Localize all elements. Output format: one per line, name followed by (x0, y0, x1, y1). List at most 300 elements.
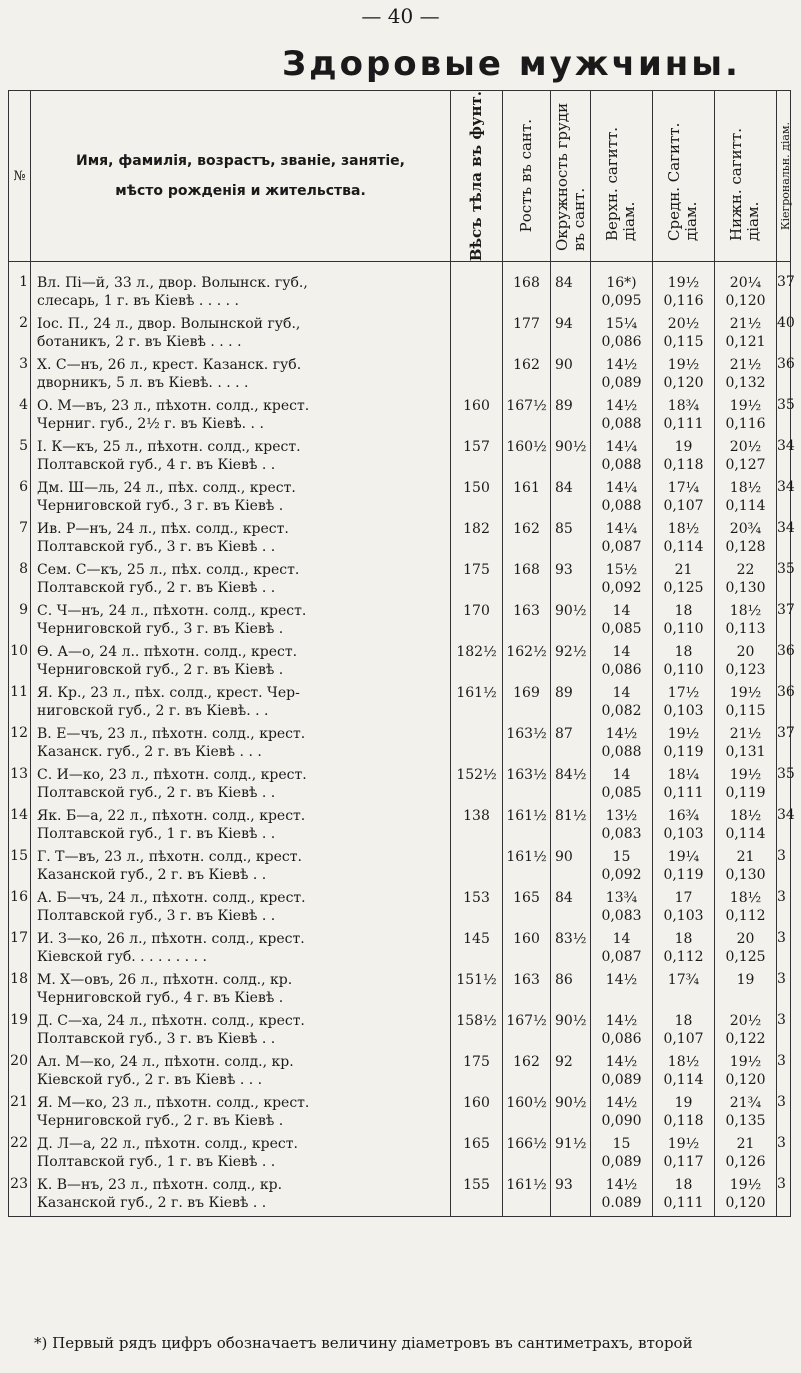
row-weight-w: 158½ (456, 1012, 497, 1029)
row-middle-diam-mid1: 19½ (667, 1135, 700, 1152)
row-last-col-last: 3 (777, 929, 786, 946)
header-height-text: Ростъ въ сант. (517, 119, 535, 233)
table-row (9, 807, 791, 848)
row-last-col (777, 642, 795, 684)
row-middle-diam-mid2: 0,118 (663, 1112, 704, 1129)
table-row (9, 1012, 791, 1053)
row-height (503, 602, 551, 643)
row-middle-diam-mid1: 17¼ (667, 479, 700, 496)
row-middle-diam-mid1: 18 (674, 1176, 693, 1193)
row-middle-diam-mid2: 0,119 (663, 866, 704, 883)
row-middle-diam-mid2: 0,111 (663, 1194, 704, 1211)
table-row (9, 561, 791, 602)
row-weight (451, 315, 503, 356)
row-upper-diam (591, 971, 653, 1012)
row-lower-diam-low1: 18½ (729, 889, 762, 906)
row-chest-ch: 90½ (555, 1012, 587, 1029)
row-chest-ch: 90 (555, 848, 573, 865)
row-last-col-last: 37 (777, 601, 795, 618)
row-upper-diam (591, 766, 653, 807)
row-middle-diam-mid1: 18 (674, 643, 693, 660)
row-weight (451, 930, 503, 971)
row-chest (551, 602, 591, 643)
row-lower-diam (715, 1053, 777, 1094)
row-person (31, 930, 451, 971)
row-upper-diam (591, 889, 653, 930)
row-chest (551, 930, 591, 971)
row-chest-ch: 89 (555, 397, 573, 414)
header-name-line1: Имя, фамилія, возрастъ, званіе, занятіе, (76, 153, 405, 170)
table-row (9, 971, 791, 1012)
row-middle-diam (653, 971, 715, 1012)
row-weight (451, 479, 503, 520)
row-height-h: 161½ (506, 807, 547, 824)
row-last-col-last: 37 (777, 274, 795, 291)
row-height-h: 177 (513, 315, 540, 332)
row-middle-diam-mid2: 0,118 (663, 456, 704, 473)
row-height (503, 315, 551, 356)
row-weight-w: 152½ (456, 766, 497, 783)
row-person (31, 1012, 451, 1053)
table-row (9, 438, 791, 479)
header-last (777, 91, 791, 262)
row-upper-diam-up1: 14½ (605, 1176, 638, 1193)
row-chest-ch: 84 (555, 479, 573, 496)
row-lower-diam-low2: 0,113 (725, 620, 766, 637)
row-chest-ch: 93 (555, 561, 573, 578)
row-person-l1: С. И—ко, 23 л., пѣхотн. солд., крест. (37, 766, 307, 783)
row-height (503, 807, 551, 848)
row-chest (551, 561, 591, 602)
row-height (503, 1053, 551, 1094)
row-lower-diam-low1: 21½ (729, 315, 762, 332)
row-middle-diam (653, 356, 715, 397)
row-upper-diam-up1: 15¼ (605, 315, 638, 332)
header-last-text: Кіегрональн. діам. (779, 122, 792, 231)
row-height-h: 163 (513, 602, 540, 619)
row-middle-diam (653, 684, 715, 725)
row-height-h: 160½ (506, 1094, 547, 1111)
row-weight (451, 397, 503, 438)
row-lower-diam-low2: 0,128 (725, 538, 766, 555)
table-row (9, 1135, 791, 1176)
row-last-col-last: 34 (777, 478, 795, 495)
row-middle-diam-mid1: 19¼ (667, 848, 700, 865)
row-height (503, 848, 551, 889)
page-number: — 40 — (361, 4, 440, 28)
row-middle-diam-mid2: 0,117 (663, 1153, 704, 1170)
row-person (31, 315, 451, 356)
row-middle-diam (653, 315, 715, 356)
row-number-n: 6 (19, 478, 28, 495)
row-lower-diam-low1: 18½ (729, 807, 762, 824)
row-upper-diam-up2: 0,087 (601, 948, 642, 965)
row-person (31, 643, 451, 684)
row-number-n: 2 (19, 314, 28, 331)
row-lower-diam-low2: 0,130 (725, 579, 766, 596)
row-person-l1: Ив. Р—нъ, 24 л., пѣх. солд., крест. (37, 520, 289, 537)
row-chest-ch: 94 (555, 315, 573, 332)
row-middle-diam (653, 438, 715, 479)
row-chest (551, 1135, 591, 1176)
row-lower-diam-low2: 0,122 (725, 1030, 766, 1047)
row-height (503, 684, 551, 725)
row-weight-w: 161½ (456, 684, 497, 701)
row-chest-ch: 90 (555, 356, 573, 373)
row-height-h: 162½ (506, 643, 547, 660)
row-upper-diam-up1: 14½ (605, 1094, 638, 1111)
row-last-col (777, 765, 795, 807)
row-middle-diam-mid2: 0,112 (663, 948, 704, 965)
row-height-h: 162 (513, 520, 540, 537)
row-number (9, 848, 31, 889)
row-chest (551, 1012, 591, 1053)
row-upper-diam (591, 315, 653, 356)
row-middle-diam-mid2: 0,103 (663, 702, 704, 719)
row-chest (551, 479, 591, 520)
row-chest-ch: 84 (555, 889, 573, 906)
row-upper-diam-up2: 0,092 (601, 579, 642, 596)
row-chest (551, 971, 591, 1012)
row-lower-diam (715, 930, 777, 971)
row-lower-diam (715, 766, 777, 807)
row-number-n: 15 (10, 847, 28, 864)
row-upper-diam-up1: 14 (612, 766, 631, 783)
header-lower (715, 91, 777, 262)
row-last-col-last: 35 (777, 560, 795, 577)
header-weight-text: Вѣсъ тѣла въ фунт. (467, 91, 485, 262)
row-number (9, 1135, 31, 1176)
row-last-col (777, 1053, 791, 1094)
row-number (9, 807, 31, 848)
table-row (9, 766, 791, 807)
row-person-l1: Вл. Пі—й, 33 л., двор. Волынск. губ., (37, 275, 308, 292)
row-upper-diam (591, 397, 653, 438)
row-person-l2: Черниговской губ., 2 г. въ Кіевѣ . (37, 1112, 284, 1129)
row-upper-diam (591, 1094, 653, 1135)
row-upper-diam-up2: 0,085 (601, 620, 642, 637)
table-row (9, 684, 791, 725)
row-person-l2: слесарь, 1 г. въ Кіевѣ . . . . . (37, 293, 239, 310)
row-lower-diam (715, 1012, 777, 1053)
row-upper-diam-up2: 0,086 (601, 333, 642, 350)
row-upper-diam (591, 1135, 653, 1176)
row-weight-w: 153 (463, 889, 490, 906)
row-chest (551, 1094, 591, 1135)
row-person-l2: Полтавской губ., 3 г. въ Кіевѣ . . (37, 907, 276, 924)
row-lower-diam (715, 684, 777, 725)
row-last-col-last: 3 (777, 1134, 786, 1151)
row-last-col-last: 3 (777, 1052, 786, 1069)
row-person-l2: Полтавской губ., 2 г. въ Кіевѣ . . (37, 579, 276, 596)
row-lower-diam-low1: 20 (736, 930, 755, 947)
row-last-col-last: 3 (777, 888, 786, 905)
row-weight-w: 160 (463, 1094, 490, 1111)
row-number (9, 602, 31, 643)
row-lower-diam-low1: 20¼ (729, 275, 762, 292)
row-person-l1: І. К—къ, 25 л., пѣхотн. солд., крест. (37, 438, 301, 455)
header-weight (451, 91, 503, 262)
row-person-l1: К. В—нъ, 23 л., пѣхотн. солд., кр. (37, 1176, 283, 1193)
row-middle-diam-mid2: 0,120 (663, 374, 704, 391)
row-person-l1: Я. Кр., 23 л., пѣх. солд., крест. Чер- (37, 684, 300, 701)
table-row (9, 725, 791, 766)
row-number-n: 4 (19, 396, 28, 413)
row-person-l2: Полтавской губ., 3 г. въ Кіевѣ . . (37, 538, 276, 555)
row-last-col-last: 34 (777, 806, 795, 823)
row-height-h: 167½ (506, 1012, 547, 1029)
row-upper-diam-up1: 14 (612, 930, 631, 947)
row-upper-diam-up1: 14¼ (605, 520, 638, 537)
row-number-n: 19 (10, 1011, 28, 1028)
row-person (31, 479, 451, 520)
row-number-n: 8 (19, 560, 28, 577)
row-lower-diam-low1: 19½ (729, 1053, 762, 1070)
row-person-l1: Сем. С—къ, 25 л., пѣх. солд., крест. (37, 561, 300, 578)
row-upper-diam-up1: 14¼ (605, 479, 638, 496)
row-upper-diam (591, 479, 653, 520)
row-lower-diam-low2: 0,116 (725, 415, 766, 432)
table-row (9, 262, 791, 315)
row-lower-diam-low2: 0,112 (725, 907, 766, 924)
row-middle-diam (653, 561, 715, 602)
row-height (503, 561, 551, 602)
row-upper-diam-up2: 0,086 (601, 1030, 642, 1047)
row-last-col (777, 478, 795, 520)
row-lower-diam (715, 889, 777, 930)
header-number: № (9, 91, 31, 262)
row-last-col (777, 724, 795, 766)
row-middle-diam (653, 930, 715, 971)
row-middle-diam (653, 848, 715, 889)
row-number-n: 13 (10, 765, 28, 782)
row-upper-diam-up1: 14½ (605, 971, 638, 988)
row-chest (551, 1176, 591, 1217)
header-row (9, 91, 791, 262)
row-lower-diam (715, 848, 777, 889)
row-number (9, 1053, 31, 1094)
row-upper-diam-up1: 15½ (605, 561, 638, 578)
row-height-h: 160½ (506, 438, 547, 455)
row-person-l1: Ѳ. А—о, 24 л.. пѣхотн. солд., крест. (37, 643, 298, 660)
table-row (9, 1094, 791, 1135)
row-number (9, 1094, 31, 1135)
row-lower-diam (715, 315, 777, 356)
row-number (9, 315, 31, 356)
row-weight (451, 848, 503, 889)
row-lower-diam (715, 725, 777, 766)
row-person-l2: Кіевской губ. . . . . . . . . (37, 948, 207, 965)
row-person-l1: О. М—въ, 23 л., пѣхотн. солд., крест. (37, 397, 310, 414)
row-height-h: 168 (513, 275, 540, 292)
row-middle-diam-mid1: 20½ (667, 315, 700, 332)
row-middle-diam-mid1: 18 (674, 602, 693, 619)
row-number-n: 18 (10, 970, 28, 987)
row-height-h: 163½ (506, 725, 547, 742)
row-height (503, 643, 551, 684)
row-lower-diam (715, 1135, 777, 1176)
row-lower-diam-low1: 19½ (729, 684, 762, 701)
row-weight (451, 684, 503, 725)
row-chest (551, 262, 591, 315)
row-middle-diam (653, 602, 715, 643)
row-chest (551, 807, 591, 848)
row-middle-diam-mid2: 0,114 (663, 538, 704, 555)
row-lower-diam-low1: 20 (736, 643, 755, 660)
row-number (9, 766, 31, 807)
row-upper-diam-up1: 14 (612, 684, 631, 701)
row-middle-diam-mid2: 0,125 (663, 579, 704, 596)
row-number-n: 7 (19, 519, 28, 536)
header-height (503, 91, 551, 262)
row-person (31, 1176, 451, 1217)
row-middle-diam-mid1: 18½ (667, 1053, 700, 1070)
row-person-l2: Полтавской губ., 4 г. въ Кіевѣ . . (37, 456, 276, 473)
row-upper-diam-up1: 15 (612, 848, 631, 865)
row-number (9, 971, 31, 1012)
row-number-n: 9 (19, 601, 28, 618)
row-chest-ch: 84 (555, 275, 573, 292)
row-height (503, 889, 551, 930)
row-last-col-last: 34 (777, 519, 795, 536)
row-upper-diam-up1: 14 (612, 602, 631, 619)
row-lower-diam-low1: 19½ (729, 397, 762, 414)
row-chest (551, 684, 591, 725)
row-middle-diam-mid1: 19 (674, 1094, 693, 1111)
row-upper-diam (591, 1176, 653, 1217)
row-number-n: 17 (10, 929, 28, 946)
row-person (31, 520, 451, 561)
row-height (503, 479, 551, 520)
row-height-h: 163 (513, 971, 540, 988)
row-person (31, 438, 451, 479)
row-last-col (777, 1012, 791, 1053)
row-lower-diam-low2: 0,132 (725, 374, 766, 391)
row-upper-diam (591, 438, 653, 479)
row-person-l1: Як. Б—а, 22 л., пѣхотн. солд., крест. (37, 807, 306, 824)
row-last-col (777, 1176, 791, 1217)
row-middle-diam (653, 397, 715, 438)
row-lower-diam-low1: 19½ (729, 766, 762, 783)
row-lower-diam-low1: 21½ (729, 725, 762, 742)
row-middle-diam (653, 1094, 715, 1135)
row-chest (551, 438, 591, 479)
row-person (31, 262, 451, 315)
row-person (31, 397, 451, 438)
row-chest (551, 356, 591, 397)
row-person (31, 971, 451, 1012)
row-height-h: 161½ (506, 848, 547, 865)
row-weight (451, 1094, 503, 1135)
row-lower-diam (715, 1176, 777, 1217)
row-person-l2: Казанск. губ., 2 г. въ Кіевѣ . . . (37, 743, 262, 760)
row-last-col (777, 930, 791, 971)
row-lower-diam (715, 602, 777, 643)
row-lower-diam-low2: 0,130 (725, 866, 766, 883)
row-chest (551, 520, 591, 561)
row-last-col (777, 1135, 791, 1176)
row-lower-diam-low2: 0,120 (725, 1071, 766, 1088)
row-chest (551, 848, 591, 889)
row-weight-w: 157 (463, 438, 490, 455)
row-person-l2: Казанской губ., 2 г. въ Кіевѣ . . (37, 866, 267, 883)
row-height (503, 262, 551, 315)
row-person-l1: В. Е—чъ, 23 л., пѣхотн. солд., крест. (37, 725, 306, 742)
row-number-n: 20 (10, 1052, 28, 1069)
row-upper-diam-up2: 0,089 (601, 374, 642, 391)
row-chest-ch: 81½ (555, 807, 587, 824)
row-person-l2: Казанской губ., 2 г. въ Кіевѣ . . (37, 1194, 267, 1211)
row-upper-diam-up2: 0,085 (601, 784, 642, 801)
row-weight (451, 561, 503, 602)
row-lower-diam-low1: 22 (736, 561, 755, 578)
row-person-l1: И. З—ко, 26 л., пѣхотн. солд., крест. (37, 930, 305, 947)
row-middle-diam-mid2: 0,103 (663, 907, 704, 924)
row-upper-diam-up2: 0,088 (601, 415, 642, 432)
table-row (9, 356, 791, 397)
row-last-col (777, 971, 791, 1012)
row-lower-diam-low1: 19½ (729, 1176, 762, 1193)
row-middle-diam-mid1: 17¾ (667, 971, 700, 988)
row-last-col (777, 806, 795, 848)
row-middle-diam-mid2: 0,115 (663, 333, 704, 350)
row-upper-diam-up1: 16*) (606, 275, 637, 292)
footnote: *) Первый рядъ цифръ обозначаетъ величину діаметровъ въ сантиметрахъ, второй (34, 1334, 693, 1352)
row-chest-ch: 92½ (555, 643, 587, 660)
row-middle-diam-mid1: 16¾ (667, 807, 700, 824)
row-height (503, 766, 551, 807)
row-weight (451, 889, 503, 930)
row-height-h: 168 (513, 561, 540, 578)
table-row (9, 602, 791, 643)
row-person (31, 807, 451, 848)
row-number-n: 12 (10, 724, 28, 741)
row-lower-diam-low2: 0,119 (725, 784, 766, 801)
row-person-l1: Д. Л—а, 22 л., пѣхотн. солд., крест. (37, 1135, 298, 1152)
row-person (31, 684, 451, 725)
row-last-col (777, 519, 795, 561)
row-middle-diam (653, 1176, 715, 1217)
row-middle-diam (653, 807, 715, 848)
row-chest-ch: 92 (555, 1053, 573, 1070)
row-person-l2: Черниг. губ., 2½ г. въ Кіевѣ. . . (37, 415, 264, 432)
row-middle-diam-mid1: 21 (674, 561, 693, 578)
row-height-h: 162 (513, 356, 540, 373)
row-weight (451, 725, 503, 766)
row-person (31, 725, 451, 766)
row-upper-diam (591, 1053, 653, 1094)
row-lower-diam-low2: 0,127 (725, 456, 766, 473)
table-body (9, 262, 795, 1217)
table-row (9, 889, 791, 930)
row-person-l1: Г. Т—въ, 23 л., пѣхотн. солд., крест. (37, 848, 302, 865)
row-person (31, 848, 451, 889)
row-middle-diam (653, 766, 715, 807)
row-last-col (777, 437, 795, 479)
row-upper-diam-up1: 15 (612, 1135, 631, 1152)
row-middle-diam-mid1: 17½ (667, 684, 700, 701)
table-row (9, 397, 791, 438)
row-person (31, 766, 451, 807)
row-number (9, 930, 31, 971)
row-chest (551, 766, 591, 807)
row-upper-diam-up2: 0,088 (601, 743, 642, 760)
row-middle-diam (653, 520, 715, 561)
table-row (9, 1053, 791, 1094)
row-height-h: 166½ (506, 1135, 547, 1152)
row-chest (551, 1053, 591, 1094)
row-last-col-last: 36 (777, 683, 795, 700)
